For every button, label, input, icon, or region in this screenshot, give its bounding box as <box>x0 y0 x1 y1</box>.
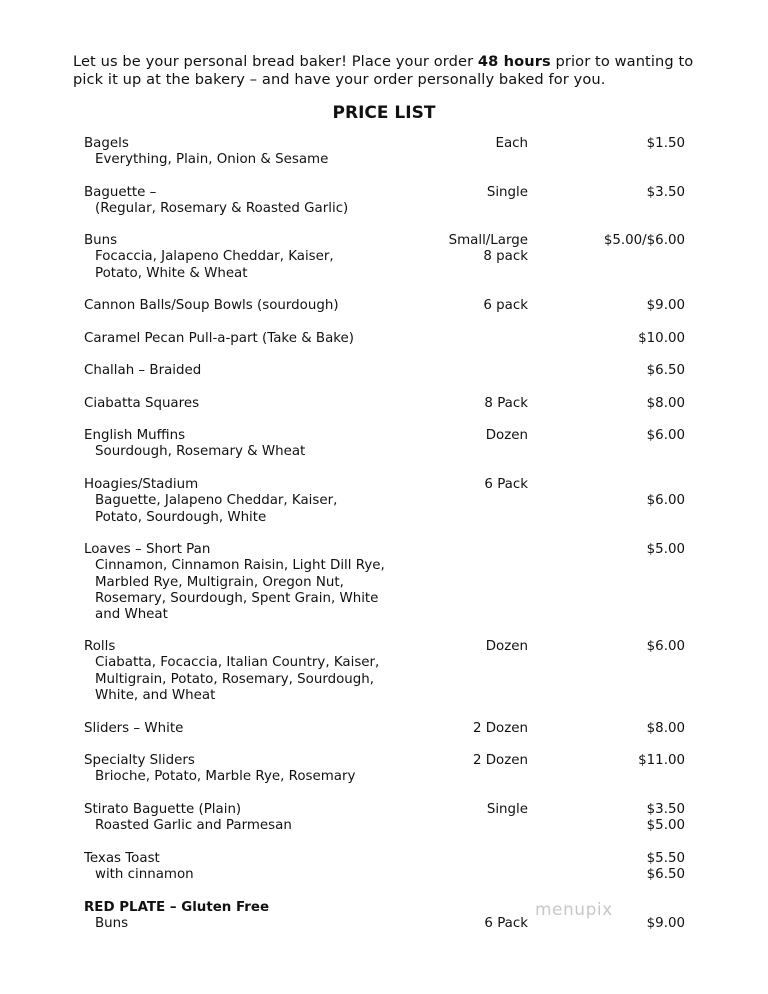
item-description: Focaccia, Jalapeno Cheddar, Kaiser, Potato, White & Wheat <box>95 249 334 281</box>
item-description: Sourdough, Rosemary & Wheat <box>95 444 306 460</box>
item-name: Sliders – White <box>84 721 184 736</box>
menu-item-buns <box>84 233 685 282</box>
item-name: Stirato Baguette (Plain) <box>84 802 242 817</box>
item-name: Cannon Balls/Soup Bowls (sourdough) <box>84 298 339 313</box>
item-description: Roasted Garlic and Parmesan <box>95 818 292 834</box>
item-name: Ciabatta Squares <box>84 396 200 411</box>
item-unit: Single <box>486 185 528 200</box>
item-unit: 6 Pack <box>484 916 528 931</box>
menu-item-cannon-balls <box>84 298 685 314</box>
menu-item-challah <box>84 363 685 379</box>
item-name: RED PLATE – Gluten Free <box>84 900 270 915</box>
menu-item-stirato-baguette <box>84 802 685 835</box>
item-description: (Regular, Rosemary & Roasted Garlic) <box>95 201 349 217</box>
menu-item-rolls <box>84 639 685 704</box>
item-price: $1.50 <box>646 136 685 151</box>
item-name: Challah – Braided <box>84 363 202 378</box>
item-name: Hoagies/Stadium <box>84 477 199 492</box>
menu-item-caramel-pecan <box>84 331 685 347</box>
menupix-watermark: menupix <box>535 900 613 920</box>
intro-part2: prior to wanting to pick it up at the bakery – and have your order personally baked for you. <box>73 53 694 88</box>
menu-item-ciabatta-squares <box>84 396 685 412</box>
item-unit: 2 Dozen <box>472 721 528 736</box>
intro-part1: Let us be your personal bread baker! Place your order <box>73 53 478 70</box>
item-price: $5.00/$6.00 <box>603 233 685 248</box>
menu-item-specialty-sliders <box>84 753 685 786</box>
menu-item-baguette <box>84 185 685 218</box>
page-title: PRICE LIST <box>332 103 436 123</box>
item-price: $5.50 $6.50 <box>646 851 685 883</box>
item-unit: 2 Dozen <box>472 753 528 768</box>
item-unit: Dozen <box>485 639 528 654</box>
item-description: with cinnamon <box>95 867 194 883</box>
item-unit: Each <box>495 136 528 151</box>
item-description: Everything, Plain, Onion & Sesame <box>95 152 329 168</box>
item-description: Cinnamon, Cinnamon Raisin, Light Dill Rye, Marbled Rye, Multigrain, Oregon Nut, Rosemary, Sourdough, Spent Grain, White and Wheat <box>95 558 385 623</box>
item-price: $6.50 <box>646 363 685 378</box>
menu-item-sliders <box>84 721 685 737</box>
item-price: $6.00 <box>646 639 685 654</box>
menu-item-english-muffins <box>84 428 685 461</box>
item-name: Caramel Pecan Pull-a-part (Take & Bake) <box>84 331 355 346</box>
item-price: $5.00 <box>646 542 685 557</box>
item-unit: Dozen <box>485 428 528 443</box>
item-name: Bagels <box>84 136 129 151</box>
item-unit: Single <box>486 802 528 817</box>
item-price: $3.50 <box>646 185 685 200</box>
menu-item-loaves <box>84 542 685 623</box>
item-description: Ciabatta, Focaccia, Italian Country, Kaiser, Multigrain, Potato, Rosemary, Sourdough, White, and Wheat <box>95 655 380 703</box>
item-unit: 8 Pack <box>484 396 528 411</box>
intro-text <box>73 53 713 89</box>
item-price: $11.00 <box>638 753 685 768</box>
item-name: Loaves – Short Pan <box>84 542 211 557</box>
item-name: Rolls <box>84 639 116 654</box>
item-name: Buns <box>84 233 118 248</box>
item-price: $9.00 <box>646 298 685 313</box>
item-price: $8.00 <box>646 396 685 411</box>
item-name: Baguette – <box>84 185 157 200</box>
menu-item-hoagies <box>84 477 685 526</box>
item-unit: 6 Pack <box>484 477 528 492</box>
item-name: Texas Toast <box>84 851 160 866</box>
intro-bold-hours: 48 hours <box>477 53 551 70</box>
item-price: $3.50 $5.00 <box>646 802 685 834</box>
item-unit: 6 pack <box>483 298 528 313</box>
item-price: $10.00 <box>638 331 685 346</box>
item-description: Brioche, Potato, Marble Rye, Rosemary <box>95 769 356 785</box>
item-name: Specialty Sliders <box>84 753 195 768</box>
menu-item-texas-toast <box>84 851 685 884</box>
item-unit: Small/Large 8 pack <box>448 233 528 265</box>
item-name: English Muffins <box>84 428 186 443</box>
menu-item-bagels <box>84 136 685 169</box>
item-price: $8.00 <box>646 721 685 736</box>
item-description: Baguette, Jalapeno Cheddar, Kaiser, Potato, Sourdough, White <box>95 493 338 525</box>
item-price: $6.00 <box>646 428 685 443</box>
item-price: $6.00 <box>646 493 685 508</box>
item-price: $9.00 <box>646 916 685 931</box>
item-description: Buns <box>95 916 129 932</box>
